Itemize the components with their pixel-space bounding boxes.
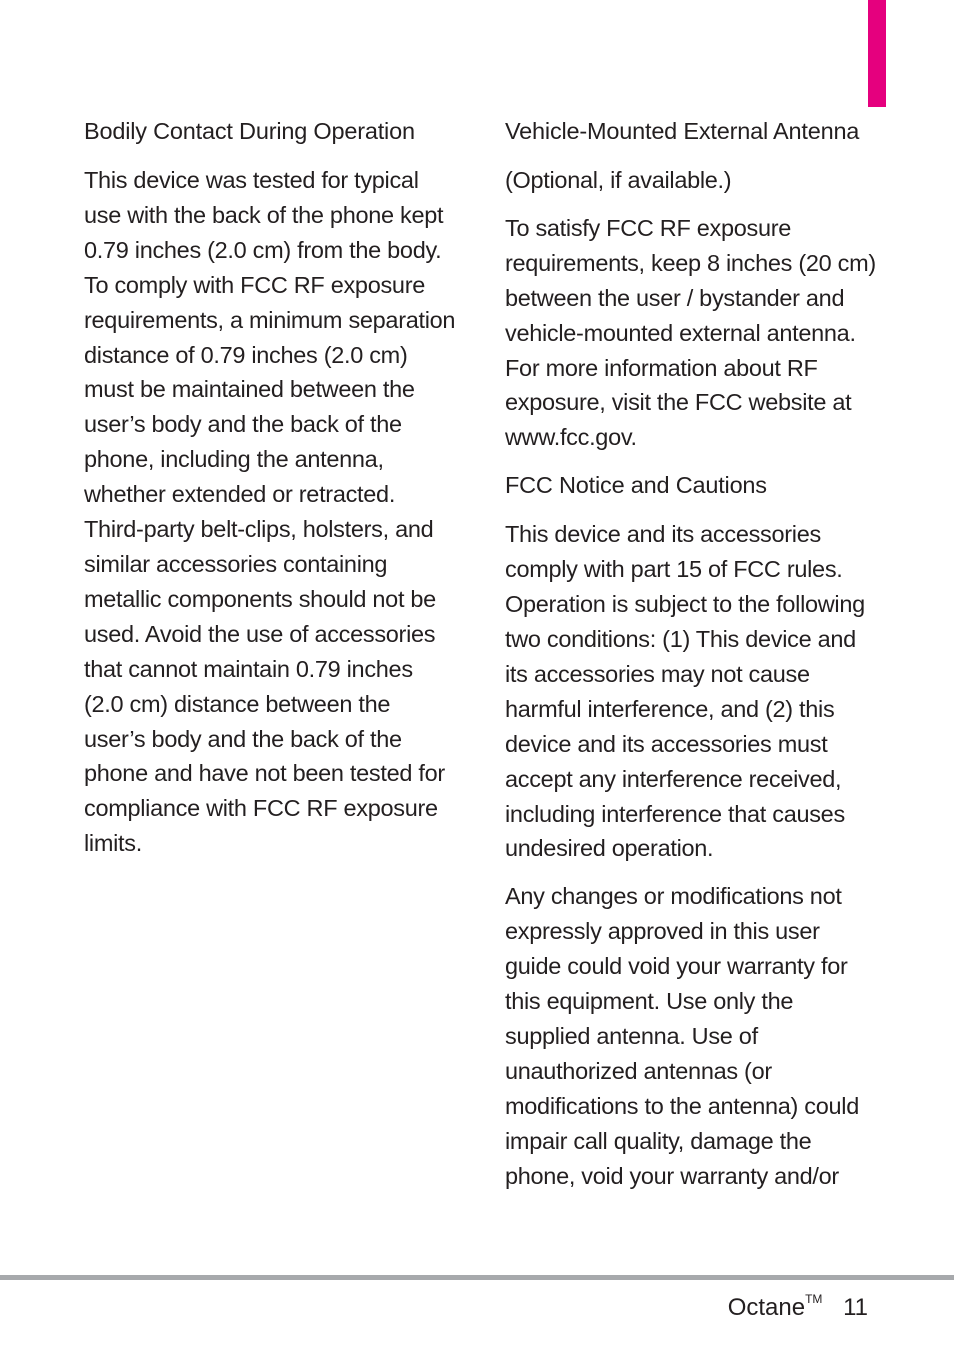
paragraph-optional: (Optional, if available.) bbox=[505, 167, 732, 193]
paragraph-vehicle-antenna: To satisfy FCC RF exposure requirements, keep 8 inches (20 cm) between the user / bystander and vehicle-mounted external antenna. For more information about RF exposure, visit the FCC website at www.fcc.gov. bbox=[505, 214, 876, 451]
heading-bodily-contact: Bodily Contact During Operation bbox=[84, 118, 415, 144]
heading-vehicle-antenna: Vehicle-Mounted External Antenna bbox=[505, 118, 860, 144]
footer-divider bbox=[0, 1275, 954, 1280]
page-footer bbox=[728, 1290, 868, 1326]
paragraph-fcc-conditions: This device and its accessories comply with part 15 of FCC rules. Operation is subject to the following two conditions: (1) This device and its accessories may not cause harmful interference, and (2) this device and its accessories must accept any interference received, including interference that causes undesired operation. bbox=[505, 521, 865, 862]
page-number: 11 bbox=[843, 1294, 868, 1321]
right-column bbox=[505, 114, 877, 1206]
paragraph-fcc-modifications: Any changes or modifications not expressly approved in this user guide could void your warranty for this equipment. Use only the supplied antenna. Use of unauthorized antennas (or modifications to the antenna) could impair call quality, damage the phone, void your warranty and/or bbox=[505, 883, 859, 1189]
left-column bbox=[84, 114, 456, 874]
product-name: Octane bbox=[727, 1294, 806, 1321]
paragraph-bodily-contact: This device was tested for typical use with the back of the phone kept 0.79 inches (2.0 cm) from the body. To comply with FCC RF exposure requirements, a minimum separation distance of 0.79 inches (2.0 cm) must be maintained between the user’s body and the back of the phone, including the antenna, whether extended or retracted. Third-party belt-clips, holsters, and similar accessories containing metallic components should not be used. Avoid the use of accessories that cannot maintain 0.79 inches (2.0 cm) distance between the user’s body and the back of the phone and have not been tested for compliance with FCC RF exposure limits. bbox=[84, 167, 456, 857]
trademark-mark: TM bbox=[805, 1292, 823, 1306]
section-tab-marker bbox=[868, 0, 886, 107]
heading-fcc-notice: FCC Notice and Cautions bbox=[505, 472, 767, 499]
